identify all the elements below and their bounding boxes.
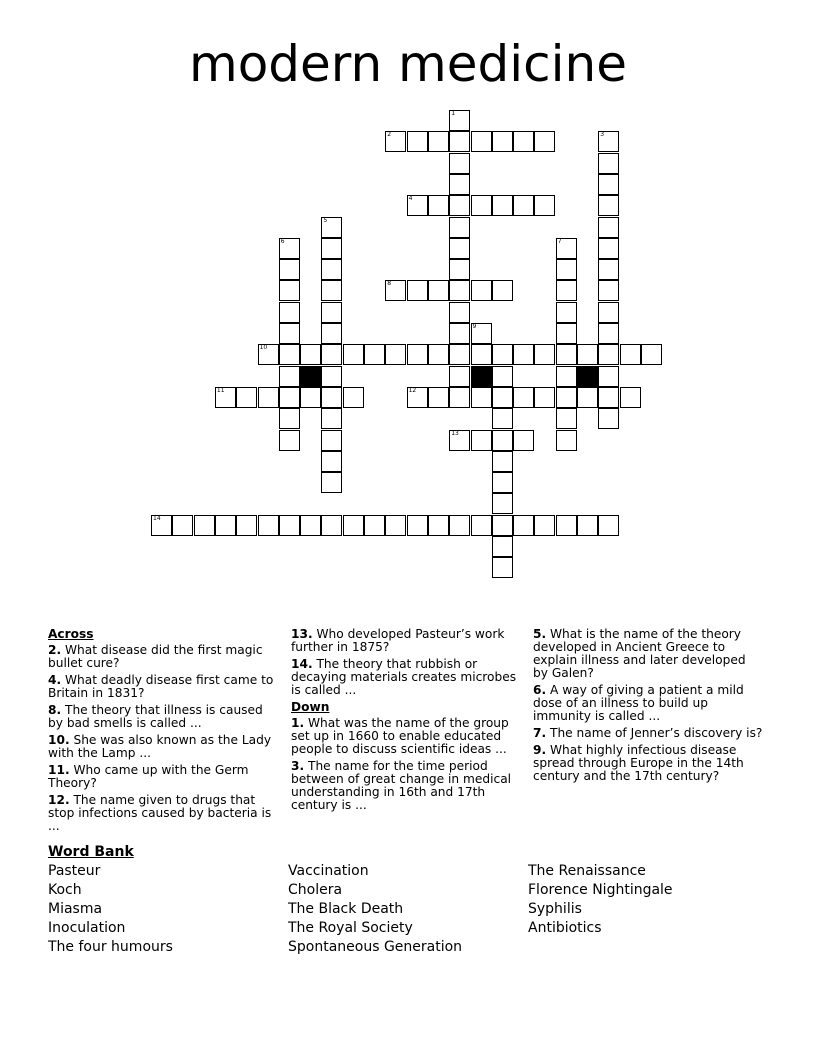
grid-cell[interactable] [449,344,470,365]
grid-cell[interactable] [513,131,534,152]
clue-across-10 [48,734,278,760]
grid-cell[interactable] [492,366,513,387]
grid-cell[interactable] [300,344,321,365]
clue-across-2 [48,644,278,670]
grid-cell[interactable] [407,280,428,301]
clue-text: What deadly disease first came to Britain in 1831? [48,673,274,700]
grid-cell[interactable] [492,430,513,451]
word-bank-item: Antibiotics [528,920,602,936]
grid-cell[interactable] [598,174,619,195]
grid-cell[interactable] [321,515,342,536]
grid-cell[interactable] [492,195,513,216]
grid-cell[interactable] [258,387,279,408]
clue-text: The theory that illness is caused by bad smells is called ... [48,703,263,730]
clue-number: 11. [48,763,70,777]
grid-cell[interactable] [279,302,300,323]
grid-cell[interactable] [577,515,598,536]
grid-cell[interactable] [300,515,321,536]
grid-cell[interactable] [321,217,342,238]
grid-cell[interactable] [279,515,300,536]
grid-cell[interactable] [471,387,492,408]
word-bank-heading: Word Bank [48,844,134,860]
blocked-cell [577,366,598,387]
clue-text: The name given to drugs that stop infections caused by bacteria is ... [48,793,272,833]
clues-column-3 [533,628,763,787]
grid-cell[interactable] [598,515,619,536]
word-bank-item: Inoculation [48,920,126,936]
clue-text: What was the name of the group set up in 1660 to enable educated people to discuss scientific ideas ... [291,716,509,756]
grid-cell[interactable] [471,323,492,344]
grid-cell[interactable] [492,515,513,536]
grid-cell[interactable] [449,302,470,323]
grid-cell[interactable] [407,131,428,152]
clue-number-label: 4 [408,195,413,203]
grid-cell[interactable] [428,344,449,365]
clue-text: What highly infectious disease spread through Europe in the 14th century and the 17th century? [533,743,744,783]
grid-cell[interactable] [279,323,300,344]
grid-cell[interactable] [471,195,492,216]
clue-number: 2. [48,643,62,657]
grid-cell[interactable] [513,430,534,451]
grid-cell[interactable] [215,387,236,408]
grid-cell[interactable] [449,153,470,174]
clue-number-label: 9 [472,323,477,330]
clue-text: Who came up with the Germ Theory? [48,763,249,790]
clue-number: 10. [48,733,70,747]
grid-cell[interactable] [449,323,470,344]
clue-number-label: 12 [408,386,417,394]
grid-cell[interactable] [492,131,513,152]
grid-cell[interactable] [407,344,428,365]
puzzle-title: modern medicine [189,35,627,93]
clue-across-14 [291,658,523,697]
grid-cell[interactable] [449,387,470,408]
clue-number-label: 11 [216,386,225,394]
grid-cell[interactable] [343,344,364,365]
clue-number-label: 2 [387,131,392,139]
grid-cell[interactable] [598,238,619,259]
clue-number: 5. [533,627,547,641]
grid-cell[interactable] [620,344,641,365]
grid-cell[interactable] [471,430,492,451]
grid-cell[interactable] [428,515,449,536]
grid-cell[interactable] [620,387,641,408]
grid-cell[interactable] [598,344,619,365]
word-bank-item: Koch [48,882,82,898]
clue-number: 8. [48,703,62,717]
word-bank-item: The Royal Society [288,920,413,936]
grid-cell[interactable] [279,238,300,259]
clue-down-3 [291,760,523,812]
grid-cell[interactable] [492,557,513,578]
word-bank-column-2 [288,862,462,957]
clue-number: 4. [48,673,62,687]
grid-cell[interactable] [556,344,577,365]
grid-cell[interactable] [449,515,470,536]
clue-number: 14. [291,657,313,671]
grid-cell[interactable] [236,387,257,408]
clue-number-label: 10 [259,344,268,352]
grid-cell[interactable] [598,280,619,301]
word-bank-item: Spontaneous Generation [288,939,463,955]
clue-number-label: 13 [451,429,459,437]
grid-cell[interactable] [407,515,428,536]
clue-text: Who developed Pasteur’s work further in 1875? [291,627,505,654]
down-heading: Down [291,700,330,714]
clue-number: 9. [533,743,547,757]
grid-cell[interactable] [556,302,577,323]
grid-cell[interactable] [492,536,513,557]
grid-cell[interactable] [556,238,577,259]
clue-number: 12. [48,793,70,807]
clue-number: 6. [533,683,547,697]
grid-cell[interactable] [534,195,555,216]
grid-cell[interactable] [513,515,534,536]
clues-column-1 [48,628,278,837]
grid-cell[interactable] [492,408,513,429]
grid-cell[interactable] [236,515,257,536]
grid-cell[interactable] [556,280,577,301]
grid-cell[interactable] [534,387,555,408]
clue-down-7 [533,727,763,740]
clue-number: 3. [291,759,305,773]
grid-cell[interactable] [385,131,406,152]
grid-cell[interactable] [279,259,300,280]
grid-cell[interactable] [321,280,342,301]
grid-cell[interactable] [428,280,449,301]
grid-cell[interactable] [598,131,619,152]
clue-number-label: 7 [557,237,562,245]
grid-cell[interactable] [321,323,342,344]
clue-down-6 [533,684,763,723]
clue-number: 13. [291,627,313,641]
grid-cell[interactable] [492,451,513,472]
grid-cell[interactable] [428,195,449,216]
word-bank-item: Cholera [288,882,343,898]
grid-cell[interactable] [321,344,342,365]
grid-cell[interactable] [321,387,342,408]
grid-cell[interactable] [407,387,428,408]
grid-cell[interactable] [194,515,215,536]
grid-cell[interactable] [449,280,470,301]
grid-cell[interactable] [428,131,449,152]
clue-text: The theory that rubbish or decaying materials creates microbes is called ... [291,657,517,697]
grid-cell[interactable] [279,408,300,429]
clue-down-9 [533,744,763,783]
grid-cell[interactable] [428,387,449,408]
grid-cell[interactable] [534,131,555,152]
clue-number-label: 8 [387,280,392,288]
grid-cell[interactable] [151,515,172,536]
grid-cell[interactable] [534,344,555,365]
clue-text: The name of Jenner’s discovery is? [550,726,763,740]
clue-number-label: 3 [600,131,605,139]
grid-cell[interactable] [449,259,470,280]
grid-cell[interactable] [279,280,300,301]
grid-cell[interactable] [300,387,321,408]
grid-cell[interactable] [534,515,555,536]
clue-number: 7. [533,726,547,740]
grid-cell[interactable] [449,430,470,451]
clue-text: A way of giving a patient a mild dose of an illness to build up immunity is called ... [533,683,744,723]
word-bank-item: The Renaissance [528,863,646,879]
word-bank-column-3 [528,862,673,938]
clue-number-label: 14 [153,514,161,522]
grid-cell[interactable] [598,302,619,323]
grid-cell[interactable] [598,387,619,408]
word-bank-item: Syphilis [528,901,582,917]
grid-cell[interactable] [449,174,470,195]
grid-cell[interactable] [598,195,619,216]
word-bank-item: Florence Nightingale [528,882,673,898]
grid-cell[interactable] [321,408,342,429]
clue-down-5 [533,628,763,680]
grid-cell[interactable] [577,344,598,365]
grid-cell[interactable] [556,430,577,451]
grid-cell[interactable] [598,408,619,429]
grid-cell[interactable] [172,515,193,536]
grid-cell[interactable] [385,515,406,536]
grid-cell[interactable] [556,259,577,280]
grid-cell[interactable] [321,302,342,323]
clue-number: 1. [291,716,305,730]
clue-text: The name for the time period between of great change in medical understanding in 16th and 17th century is ... [291,759,512,812]
grid-cell[interactable] [321,451,342,472]
clue-down-1 [291,717,523,756]
grid-cell[interactable] [215,515,236,536]
grid-cell[interactable] [279,366,300,387]
grid-cell[interactable] [598,217,619,238]
grid-cell[interactable] [471,131,492,152]
grid-cell[interactable] [556,387,577,408]
grid-cell[interactable] [492,493,513,514]
clues-column-2 [291,628,523,816]
grid-cell[interactable] [321,259,342,280]
grid-cell[interactable] [258,515,279,536]
grid-cell[interactable] [449,110,470,131]
word-bank-item: Pasteur [48,863,101,879]
grid-cell[interactable] [449,131,470,152]
grid-cell[interactable] [449,366,470,387]
grid-cell[interactable] [471,344,492,365]
grid-cell[interactable] [492,387,513,408]
grid-cell[interactable] [279,387,300,408]
grid-cell[interactable] [598,259,619,280]
grid-cell[interactable] [364,344,385,365]
clue-text: She was also known as the Lady with the Lamp ... [48,733,272,760]
grid-cell[interactable] [343,387,364,408]
word-bank-item: Miasma [48,901,103,917]
grid-cell[interactable] [598,153,619,174]
grid-cell[interactable] [598,323,619,344]
grid-cell[interactable] [364,515,385,536]
word-bank-item: The Black Death [288,901,404,917]
clue-number-label: 5 [323,216,328,224]
clue-number-label: 6 [280,237,285,245]
clue-across-8 [48,704,278,730]
clue-across-12 [48,794,278,833]
grid-cell[interactable] [279,430,300,451]
grid-cell[interactable] [449,217,470,238]
word-bank-item: The four humours [48,939,173,955]
grid-cell[interactable] [321,472,342,493]
grid-cell[interactable] [321,430,342,451]
word-bank-column-1 [48,862,173,957]
word-bank-item: Vaccination [288,863,369,879]
grid-cell[interactable] [279,344,300,365]
grid-cell[interactable] [513,195,534,216]
clue-across-4 [48,674,278,700]
grid-cell[interactable] [556,366,577,387]
grid-cell[interactable] [641,344,662,365]
grid-cell[interactable] [471,280,492,301]
grid-cell[interactable] [385,280,406,301]
grid-cell[interactable] [492,344,513,365]
grid-cell[interactable] [321,366,342,387]
clue-across-13 [291,628,523,654]
grid-cell[interactable] [407,195,428,216]
clue-number-label: 1 [451,110,456,117]
grid-cell[interactable] [343,515,364,536]
grid-cell[interactable] [471,515,492,536]
grid-cell[interactable] [492,280,513,301]
grid-cell[interactable] [449,195,470,216]
grid-cell[interactable] [492,472,513,493]
grid-cell[interactable] [385,344,406,365]
blocked-cell [300,366,321,387]
grid-cell[interactable] [556,408,577,429]
grid-cell[interactable] [513,344,534,365]
grid-cell[interactable] [321,238,342,259]
clue-text: What is the name of the theory developed in Ancient Greece to explain illness and later developed by Galen? [533,627,746,680]
across-heading: Across [48,627,94,641]
grid-cell[interactable] [449,238,470,259]
grid-cell[interactable] [513,387,534,408]
grid-cell[interactable] [556,323,577,344]
grid-cell[interactable] [556,515,577,536]
grid-cell[interactable] [577,387,598,408]
clue-across-11 [48,764,278,790]
grid-cell[interactable] [598,366,619,387]
clue-text: What disease did the first magic bullet cure? [48,643,263,670]
grid-cell[interactable] [258,344,279,365]
blocked-cell [471,366,492,387]
